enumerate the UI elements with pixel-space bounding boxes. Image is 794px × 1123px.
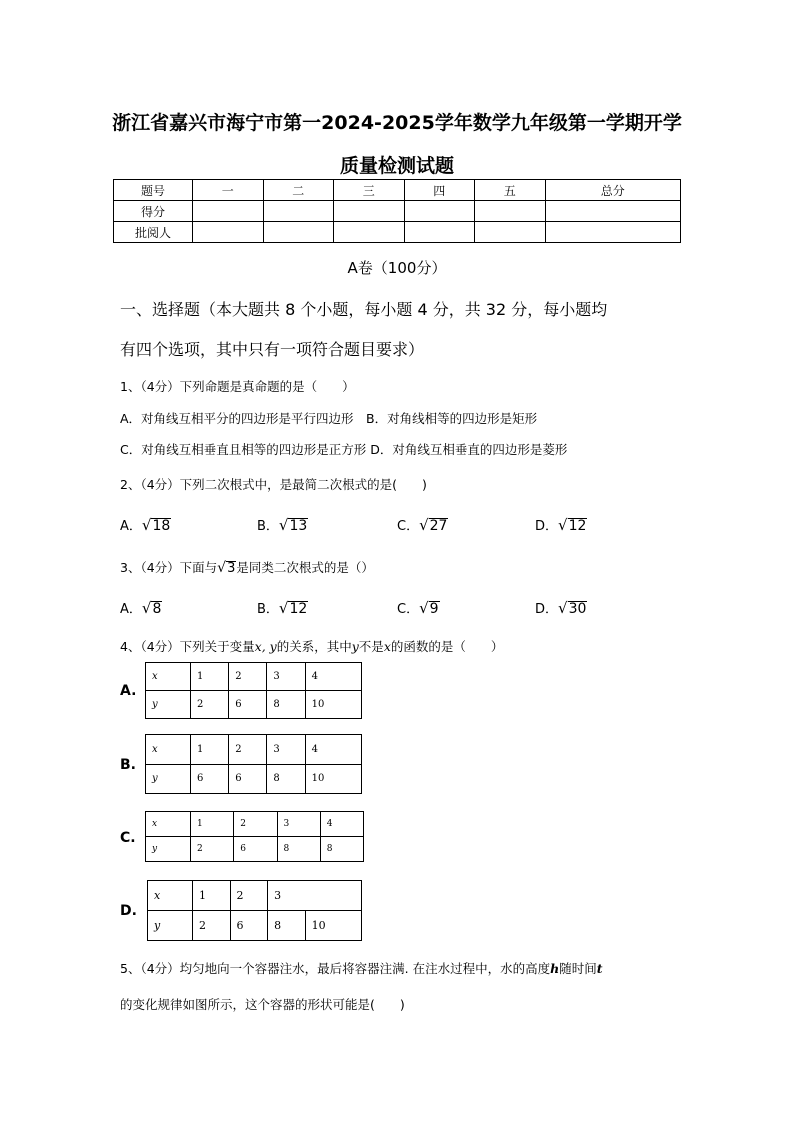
radicand: 30 <box>568 601 587 617</box>
reviewer-cell[interactable] <box>334 222 405 243</box>
table-cell: 1 <box>191 735 229 765</box>
radicand: 3 <box>227 561 236 576</box>
score-cell[interactable] <box>334 201 405 222</box>
table-cell: x <box>146 812 191 837</box>
question-4-option-b-letter[interactable]: B. <box>120 757 136 773</box>
table-cell: 1 <box>191 812 234 837</box>
table-cell: 10 <box>305 764 361 794</box>
option-letter: A． <box>120 602 142 617</box>
page-title-line-1: 浙江省嘉兴市海宁市第一2024-2025学年数学九年级第一学期开学 <box>112 112 682 134</box>
question-2-option-b[interactable] <box>257 515 308 534</box>
table-cell: 2 <box>229 735 267 765</box>
stem-text: 不是 <box>358 639 384 654</box>
table-cell: 8 <box>277 837 320 862</box>
reviewer-cell[interactable] <box>263 222 334 243</box>
score-header-cell: 总分 <box>545 180 681 201</box>
table-cell: 3 <box>267 663 305 691</box>
option-letter: D． <box>535 602 559 617</box>
stem-text: 是同类二次根式的是（） <box>236 560 374 575</box>
question-4-option-c-table[interactable] <box>145 811 364 862</box>
question-5-stem-line-2: 的变化规律如图所示，这个容器的形状可能是( ) <box>120 997 405 1012</box>
question-4-option-d-table[interactable] <box>147 880 362 941</box>
question-2-stem: 2、（4分）下列二次根式中，是最简二次根式的是( ) <box>120 477 427 492</box>
table-cell: 6 <box>230 911 268 941</box>
table-cell: 6 <box>234 837 277 862</box>
reviewer-row-label: 批阅人 <box>114 222 193 243</box>
question-4-option-d-letter[interactable]: D. <box>120 903 137 919</box>
radical-sign-icon: √ <box>419 516 429 534</box>
option-letter: B． <box>257 602 279 617</box>
table-cell: 4 <box>305 735 361 765</box>
table-cell: 2 <box>191 691 229 719</box>
radical-sign-icon: √ <box>419 599 429 617</box>
table-cell: 10 <box>305 691 361 719</box>
score-table-header-row <box>114 180 681 201</box>
question-4-option-a-letter[interactable]: A. <box>120 683 137 699</box>
score-row <box>114 201 681 222</box>
radicand: 12 <box>289 601 308 617</box>
table-cell: 1 <box>191 663 229 691</box>
section-1-heading-line-1: 一、选择题（本大题共 8 个小题，每小题 4 分，共 32 分，每小题均 <box>120 300 608 319</box>
score-row-label: 得分 <box>114 201 193 222</box>
question-3-option-d[interactable] <box>535 598 587 617</box>
question-4-option-b-table[interactable] <box>145 734 362 794</box>
radical-sign-icon: √ <box>278 599 289 617</box>
table-cell: 3 <box>277 812 320 837</box>
table-cell: 6 <box>191 764 229 794</box>
question-5-stem-line-1 <box>120 959 603 977</box>
table-cell: 4 <box>305 663 361 691</box>
reviewer-cell[interactable] <box>404 222 475 243</box>
reviewer-cell[interactable] <box>193 222 264 243</box>
question-1-options-line-1: A．对角线互相平分的四边形是平行四边形 B．对角线相等的四边形是矩形 <box>120 411 538 426</box>
stem-text: 5、（4分）均匀地向一个容器注水，最后将容器注满. 在注水过程中，水的高度 <box>120 961 551 976</box>
reviewer-cell[interactable] <box>545 222 681 243</box>
stem-text: 随时间 <box>559 961 597 976</box>
score-cell[interactable] <box>193 201 264 222</box>
table-cell: x <box>146 735 191 765</box>
radical-sign-icon: √ <box>558 599 568 617</box>
radicand: 12 <box>568 518 587 534</box>
score-cell[interactable] <box>545 201 681 222</box>
table-cell: 2 <box>193 911 231 941</box>
score-table <box>113 179 681 243</box>
score-header-cell: 二 <box>263 180 334 201</box>
question-1-options-line-2: C．对角线互相垂直且相等的四边形是正方形 D．对角线互相垂直的四边形是菱形 <box>120 442 568 457</box>
table-cell: 3 <box>268 881 362 911</box>
table-cell: 6 <box>229 691 267 719</box>
score-header-cell: 四 <box>404 180 475 201</box>
radicand: 18 <box>152 518 171 534</box>
radical-sign-icon: √ <box>278 516 289 534</box>
question-4-stem <box>120 637 503 655</box>
question-2-option-d[interactable] <box>535 515 587 534</box>
section-1-heading-line-2: 有四个选项，其中只有一项符合题目要求） <box>120 340 425 359</box>
question-2-option-c[interactable] <box>397 515 448 534</box>
reviewer-row <box>114 222 681 243</box>
table-cell: 2 <box>234 812 277 837</box>
score-cell[interactable] <box>475 201 546 222</box>
stem-text: 3、（4分）下面与 <box>120 560 218 575</box>
page-title-line-2: 质量检测试题 <box>339 155 454 177</box>
table-cell: 2 <box>191 837 234 862</box>
table-cell: x <box>148 881 193 911</box>
table-cell: 8 <box>267 691 305 719</box>
variable: t <box>596 961 603 976</box>
option-letter: A． <box>120 519 142 534</box>
radical-sign-icon: √ <box>558 516 568 534</box>
table-cell: y <box>148 911 193 941</box>
radicand: 8 <box>152 601 162 617</box>
question-4-option-c-letter[interactable]: C. <box>120 830 136 846</box>
paper-a-heading: A卷（100分） <box>347 259 447 277</box>
question-4-option-a-table[interactable] <box>145 662 362 719</box>
score-cell[interactable] <box>263 201 334 222</box>
score-header-cell: 五 <box>475 180 546 201</box>
question-1-stem: 1、（4分）下列命题是真命题的是（ ） <box>120 379 355 394</box>
table-cell: 8 <box>267 764 305 794</box>
table-cell: 6 <box>229 764 267 794</box>
option-letter: C． <box>397 519 420 534</box>
question-2-option-a[interactable] <box>120 515 171 534</box>
table-cell: 2 <box>230 881 268 911</box>
radical-sign-icon: √ <box>141 516 152 534</box>
table-cell: y <box>146 691 191 719</box>
score-cell[interactable] <box>404 201 475 222</box>
question-3-stem <box>120 558 374 576</box>
table-cell: 3 <box>267 735 305 765</box>
table-cell: 1 <box>193 881 231 911</box>
stem-text: 的函数的是（ ） <box>390 639 504 654</box>
variable: x, y <box>254 639 277 654</box>
question-3-option-a[interactable] <box>120 598 162 617</box>
score-header-cell: 三 <box>334 180 405 201</box>
table-cell: 8 <box>320 837 363 862</box>
option-letter: D． <box>535 519 559 534</box>
radicand: 27 <box>429 518 448 534</box>
table-cell: 4 <box>320 812 363 837</box>
score-header-cell: 题号 <box>114 180 193 201</box>
radicand: 13 <box>289 518 308 534</box>
radical-sign-icon: √ <box>217 560 227 576</box>
score-header-cell: 一 <box>193 180 264 201</box>
table-cell: x <box>146 663 191 691</box>
table-cell: 2 <box>229 663 267 691</box>
radical-sign-icon: √ <box>141 599 152 617</box>
stem-text: 4、（4分）下列关于变量 <box>120 639 255 654</box>
reviewer-cell[interactable] <box>475 222 546 243</box>
question-3-option-b[interactable] <box>257 598 308 617</box>
table-cell: y <box>146 837 191 862</box>
radicand: 9 <box>429 601 439 617</box>
variable: x <box>383 639 391 654</box>
table-cell: y <box>146 764 191 794</box>
question-3-option-c[interactable] <box>397 598 440 617</box>
stem-text: 的关系，其中 <box>276 639 352 654</box>
option-letter: C． <box>397 602 420 617</box>
variable: y <box>351 639 359 654</box>
table-cell: 8 <box>268 911 306 941</box>
variable: h <box>550 961 560 976</box>
option-letter: B． <box>257 519 279 534</box>
table-cell: 10 <box>305 911 361 941</box>
